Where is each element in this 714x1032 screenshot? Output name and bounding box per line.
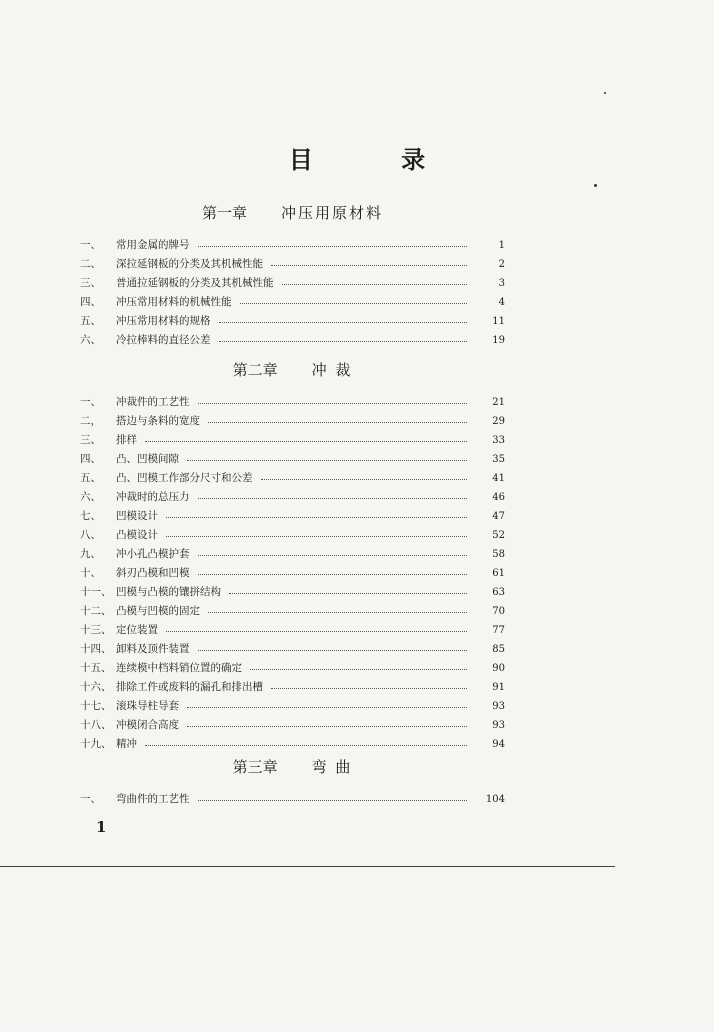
dot-leader xyxy=(198,573,468,575)
dot-leader xyxy=(198,799,468,801)
chapter-number: 第二章 xyxy=(232,361,278,379)
toc-entry xyxy=(80,236,505,255)
dot-leader xyxy=(240,302,468,304)
entry-page-number: 46 xyxy=(492,492,505,503)
toc-entry xyxy=(80,488,505,507)
entry-page-number: 85 xyxy=(492,644,505,655)
entry-page-number: 47 xyxy=(492,511,505,522)
toc-entry xyxy=(80,431,505,450)
entry-number: 四、 xyxy=(80,453,101,465)
entry-title: 凸模与凹模的固定 xyxy=(116,605,200,617)
entry-number: 十一、 xyxy=(80,586,112,598)
entry-page-number: 41 xyxy=(492,473,505,484)
entry-title: 冲裁件的工艺性 xyxy=(116,396,190,408)
entry-number: 一、 xyxy=(80,396,101,408)
entry-number: 十五、 xyxy=(80,662,112,674)
dot-leader xyxy=(282,283,468,285)
entry-number: 一、 xyxy=(80,239,101,251)
entry-page-number: 70 xyxy=(492,606,505,617)
dot-leader xyxy=(166,630,467,632)
entry-page-number: 29 xyxy=(492,416,505,427)
scan-speck xyxy=(594,184,597,187)
dot-leader xyxy=(219,321,468,323)
page-title: 目 录 xyxy=(288,145,466,174)
entry-title: 凸、凹模工作部分尺寸和公差 xyxy=(116,472,253,484)
dot-leader xyxy=(219,340,468,342)
dot-leader xyxy=(208,421,467,423)
toc-entry xyxy=(80,659,505,678)
entry-page-number: 94 xyxy=(492,739,505,750)
dot-leader xyxy=(145,440,467,442)
toc-entry xyxy=(80,274,505,293)
chapter-heading xyxy=(80,200,505,226)
chapter-1 xyxy=(80,200,505,350)
toc-list xyxy=(80,236,505,350)
entry-page-number: 93 xyxy=(492,701,505,712)
entry-title: 排样 xyxy=(116,434,137,446)
chapter-3 xyxy=(80,754,505,809)
entry-number: 十七、 xyxy=(80,700,112,712)
dot-leader xyxy=(145,744,467,746)
chapter-title: 弯 曲 xyxy=(311,758,353,776)
entry-title: 搭边与条料的宽度 xyxy=(116,415,200,427)
toc-entry xyxy=(80,583,505,602)
entry-title: 精冲 xyxy=(116,738,137,750)
dot-leader xyxy=(198,554,468,556)
entry-title: 常用金属的牌号 xyxy=(116,239,190,251)
chapter-number: 第三章 xyxy=(232,758,278,776)
toc-entry xyxy=(80,450,505,469)
dot-leader xyxy=(198,649,468,651)
entry-title: 凸模设计 xyxy=(116,529,158,541)
entry-number: 十八、 xyxy=(80,719,112,731)
entry-title: 卸料及顶件装置 xyxy=(116,643,190,655)
toc-entry xyxy=(80,331,505,350)
dot-leader xyxy=(166,535,467,537)
dot-leader xyxy=(198,402,468,404)
dot-leader xyxy=(261,478,468,480)
chapter-2 xyxy=(80,357,505,754)
entry-number: 二， xyxy=(80,415,101,427)
entry-number: 十二、 xyxy=(80,605,112,617)
dot-leader xyxy=(166,516,467,518)
entry-number: 十三、 xyxy=(80,624,112,636)
dot-leader xyxy=(198,497,468,499)
dot-leader xyxy=(187,459,467,461)
dot-leader xyxy=(250,668,467,670)
scan-speck xyxy=(604,92,606,94)
entry-title: 冲裁时的总压力 xyxy=(116,491,190,503)
chapter-title: 冲 裁 xyxy=(311,361,353,379)
toc-entry xyxy=(80,526,505,545)
entry-page-number: 58 xyxy=(492,549,505,560)
entry-page-number: 63 xyxy=(492,587,505,598)
entry-title: 普通拉延钢板的分类及其机械性能 xyxy=(116,277,274,289)
toc-entry xyxy=(80,735,505,754)
entry-number: 二、 xyxy=(80,258,101,270)
entry-number: 一、 xyxy=(80,793,101,805)
entry-number: 十九、 xyxy=(80,738,112,750)
toc-entry xyxy=(80,564,505,583)
entry-title: 凹模设计 xyxy=(116,510,158,522)
entry-number: 十六、 xyxy=(80,681,112,693)
toc-entry xyxy=(80,545,505,564)
toc-entry xyxy=(80,640,505,659)
toc-entry xyxy=(80,255,505,274)
entry-number: 三、 xyxy=(80,277,101,289)
entry-title: 斜刃凸模和凹模 xyxy=(116,567,190,579)
entry-title: 滚珠导柱导套 xyxy=(116,700,179,712)
toc-entry xyxy=(80,697,505,716)
chapter-number: 第一章 xyxy=(201,204,247,222)
dot-leader xyxy=(271,687,467,689)
entry-number: 八、 xyxy=(80,529,101,541)
toc-entry xyxy=(80,678,505,697)
entry-number: 四、 xyxy=(80,296,101,308)
toc-entry xyxy=(80,412,505,431)
entry-title: 冲小孔凸模护套 xyxy=(116,548,190,560)
entry-page-number: 77 xyxy=(492,625,505,636)
entry-page-number: 93 xyxy=(492,720,505,731)
toc-entry xyxy=(80,312,505,331)
toc-entry xyxy=(80,790,505,809)
corner-mark: 1 xyxy=(96,818,107,836)
dot-leader xyxy=(198,245,468,247)
toc-list xyxy=(80,393,505,754)
entry-page-number: 91 xyxy=(492,682,505,693)
entry-number: 七、 xyxy=(80,510,101,522)
entry-number: 十、 xyxy=(80,567,101,579)
dot-leader xyxy=(187,706,467,708)
entry-title: 深拉延钢板的分类及其机械性能 xyxy=(116,258,263,270)
entry-page-number: 21 xyxy=(492,397,505,408)
entry-title: 冲模闭合高度 xyxy=(116,719,179,731)
entry-page-number: 11 xyxy=(492,316,505,327)
toc-entry xyxy=(80,716,505,735)
chapter-heading xyxy=(80,754,505,780)
entry-number: 五、 xyxy=(80,472,101,484)
entry-number: 十四、 xyxy=(80,643,112,655)
entry-page-number: 61 xyxy=(492,568,505,579)
page-edge-rule xyxy=(0,866,615,867)
entry-page-number: 104 xyxy=(485,794,505,805)
entry-title: 凸、凹模间隙 xyxy=(116,453,179,465)
entry-page-number: 2 xyxy=(498,259,505,270)
entry-title: 冲压常用材料的机械性能 xyxy=(116,296,232,308)
entry-page-number: 52 xyxy=(492,530,505,541)
toc-entry xyxy=(80,621,505,640)
dot-leader xyxy=(271,264,467,266)
entry-number: 九、 xyxy=(80,548,101,560)
chapter-title: 冲压用原材料 xyxy=(281,204,384,222)
dot-leader xyxy=(208,611,467,613)
dot-leader xyxy=(187,725,467,727)
entry-title: 定位装置 xyxy=(116,624,158,636)
entry-number: 六、 xyxy=(80,491,101,503)
entry-page-number: 19 xyxy=(492,335,505,346)
toc-entry xyxy=(80,602,505,621)
entry-page-number: 35 xyxy=(492,454,505,465)
entry-title: 冲压常用材料的规格 xyxy=(116,315,211,327)
toc-entry xyxy=(80,393,505,412)
entry-title: 排除工件或废料的漏孔和排出槽 xyxy=(116,681,263,693)
entry-page-number: 4 xyxy=(498,297,505,308)
entry-number: 六、 xyxy=(80,334,101,346)
entry-number: 三、 xyxy=(80,434,101,446)
chapter-heading xyxy=(80,357,505,383)
toc-entry xyxy=(80,469,505,488)
toc-entry xyxy=(80,293,505,312)
dot-leader xyxy=(229,592,467,594)
entry-number: 五、 xyxy=(80,315,101,327)
entry-title: 冷拉棒料的直径公差 xyxy=(116,334,211,346)
entry-page-number: 33 xyxy=(492,435,505,446)
toc-list xyxy=(80,790,505,809)
entry-title: 连续模中档料销位置的确定 xyxy=(116,662,242,674)
entry-page-number: 1 xyxy=(498,240,505,251)
toc-entry xyxy=(80,507,505,526)
entry-page-number: 3 xyxy=(498,278,505,289)
entry-title: 凹模与凸模的镶拼结构 xyxy=(116,586,221,598)
entry-page-number: 90 xyxy=(492,663,505,674)
entry-title: 弯曲件的工艺性 xyxy=(116,793,190,805)
